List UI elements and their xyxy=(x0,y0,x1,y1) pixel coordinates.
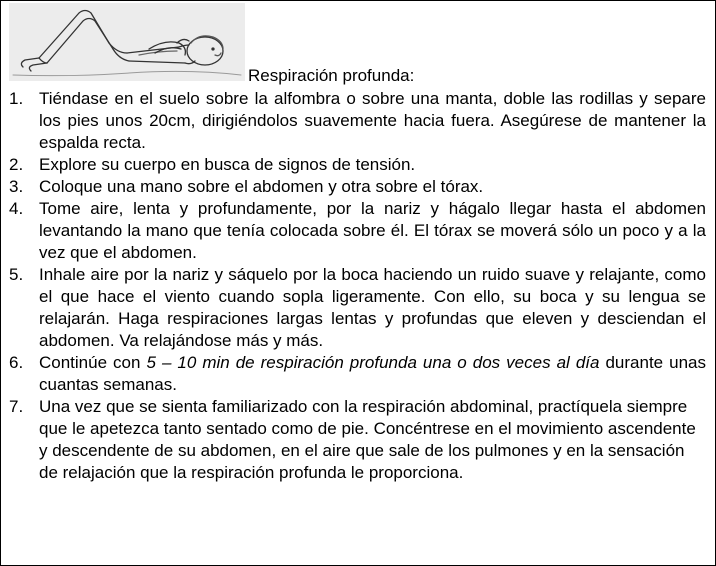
step-number: 5. xyxy=(9,265,24,284)
step-text-plain: Continúe con xyxy=(39,353,147,372)
step-number: 3. xyxy=(9,177,24,196)
instruction-list xyxy=(1,88,706,484)
step-text: Explore su cuerpo en busca de signos de tensión. xyxy=(39,155,416,174)
list-item-step-1 xyxy=(1,88,706,154)
step-number: 4. xyxy=(9,199,24,218)
list-item-step-7 xyxy=(1,396,706,484)
step-text: Tome aire, lenta y profundamente, por la nariz y hágalo llegar hasta el abdomen levantando la mano que tenía colocada sobre él. El tórax se moverá sólo un poco y a la vez que el abdomen. xyxy=(39,199,706,262)
step-text: Tiéndase en el suelo sobre la alfombra o sobre una manta, doble las rodillas y separe los pies unos 20cm, dirigiéndolos suavemente hacia fuera. Asegúrese de mantener la espalda recta. xyxy=(39,89,706,152)
person-lying-icon xyxy=(9,3,245,81)
step-text: Inhale aire por la nariz y sáquelo por la boca haciendo un ruido suave y relajante, como el que hace el viento cuando sopla ligeramente. Con ello, su boca y su lengua se relajarán. Haga respiraciones largas lentas y profundas que eleven y desciendan el abdomen. Va relajándose más y más. xyxy=(39,265,706,350)
step-text xyxy=(39,352,706,396)
step-number: 1. xyxy=(9,89,24,108)
list-item-step-6 xyxy=(1,352,706,396)
step-text-italic: 5 – 10 min de respiración profunda una o dos veces al día xyxy=(146,353,600,372)
person-lying-on-back-illustration xyxy=(9,3,245,81)
list-item-step-5 xyxy=(1,264,706,352)
list-item-step-2 xyxy=(1,154,706,176)
step-text-plain: durante unas cuantas semanas. xyxy=(39,353,707,394)
step-text: Una vez que se sienta familiarizado con la respiración abdominal, practíquela siempre que le apetezca tanto sentado como de pie. Concéntrese en el movimiento ascendente y descendente de su abdomen, en el aire que sale de los pulmones y en la sensación de relajación que la respiración profunda le proporciona. xyxy=(39,397,696,482)
step-number: 6. xyxy=(9,353,24,372)
list-item-step-3 xyxy=(1,176,706,198)
step-text: Coloque una mano sobre el abdomen y otra sobre el tórax. xyxy=(39,177,484,196)
step-number: 7. xyxy=(9,397,24,416)
step-number: 2. xyxy=(9,155,24,174)
page-title: Respiración profunda: xyxy=(248,66,415,85)
list-item-step-4 xyxy=(1,198,706,264)
